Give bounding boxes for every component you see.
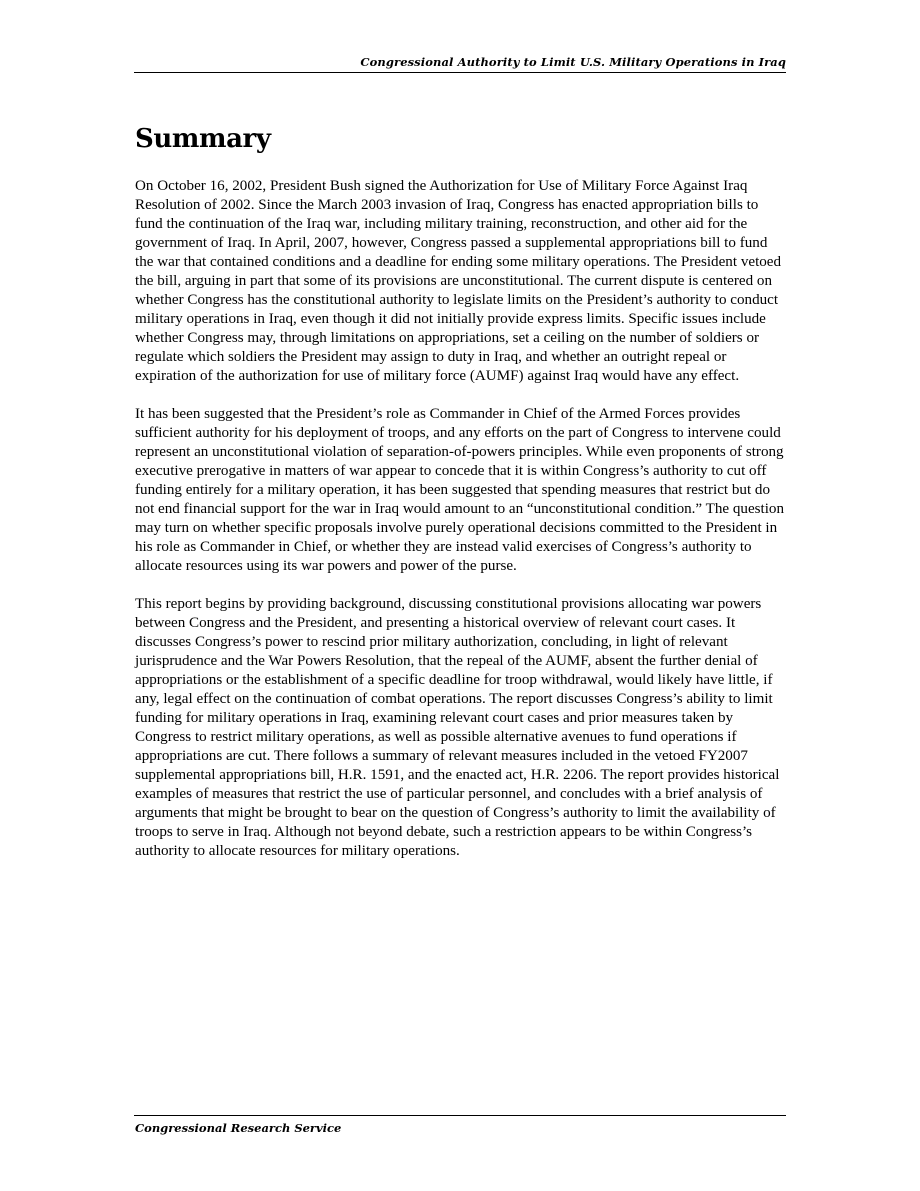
summary-body <box>135 177 787 880</box>
summary-paragraph-3: This report begins by providing background, discussing constitutional provisions allocating war powers between Congress and the President, and presenting a historical overview of relevant court cases. It discusses Congress’s power to rescind prior military authorization, concluding, in light of relevant jurisprudence and the War Powers Resolution, that the repeal of the AUMF, absent the further denial of appropriations or the establishment of a specific deadline for troop withdrawal, would likely have little, if any, legal effect on the continuation of combat operations. The report discusses Congress’s ability to limit funding for military operations in Iraq, examining relevant court cases and prior measures taken by Congress to restrict military operations, as well as possible alternative avenues to fund operations if appropriations are cut. There follows a summary of relevant measures included in the vetoed FY2007 supplemental appropriations bill, H.R. 1591, and the enacted act, H.R. 2206. The report provides historical examples of measures that restrict the use of particular personnel, and concludes with a brief analysis of arguments that might be brought to bear on the question of Congress’s authority to limit the availability of troops to serve in Iraq. Although not beyond debate, such a restriction appears to be within Congress’s authority to allocate resources for military operations. <box>135 596 780 859</box>
running-header: Congressional Authority to Limit U.S. Military Operations in Iraq <box>360 55 786 69</box>
footer-divider <box>134 1115 786 1116</box>
section-title: Summary <box>135 124 271 154</box>
header-divider <box>134 72 786 73</box>
summary-paragraph-1: On October 16, 2002, President Bush signed the Authorization for Use of Military Force Against Iraq Resolution of 2002. Since the March 2003 invasion of Iraq, Congress has enacted appropriation bills to fund the continuation of the Iraq war, including military training, reconstruction, and other aid for the government of Iraq. In April, 2007, however, Congress passed a supplemental appropriations bill to fund the war that contained conditions and a deadline for ending some military operations. The President vetoed the bill, arguing in part that some of its provisions are unconstitutional. The current dispute is centered on whether Congress has the constitutional authority to legislate limits on the President’s authority to conduct military operations in Iraq, even though it did not initially provide express limits. Specific issues include whether Congress may, through limitations on appropriations, set a ceiling on the number of soldiers or regulate which soldiers the President may assign to duty in Iraq, and whether an outright repeal or expiration of the authorization for use of military force (AUMF) against Iraq would have any effect. <box>135 178 782 384</box>
summary-paragraph-2: It has been suggested that the President’s role as Commander in Chief of the Armed Forces provides sufficient authority for his deployment of troops, and any efforts on the part of Congress to intervene could represent an unconstitutional violation of separation-of-powers principles. While even proponents of strong executive prerogative in matters of war appear to concede that it is within Congress’s authority to cut off funding entirely for a military operation, it has been suggested that spending measures that restrict but do not end financial support for the war in Iraq would amount to an “unconstitutional condition.” The question may turn on whether specific proposals involve purely operational decisions committed to the President in his role as Commander in Chief, or whether they are instead valid exercises of Congress’s authority to allocate resources using its war powers and power of the purse. <box>135 406 785 574</box>
running-footer: Congressional Research Service <box>135 1121 342 1135</box>
